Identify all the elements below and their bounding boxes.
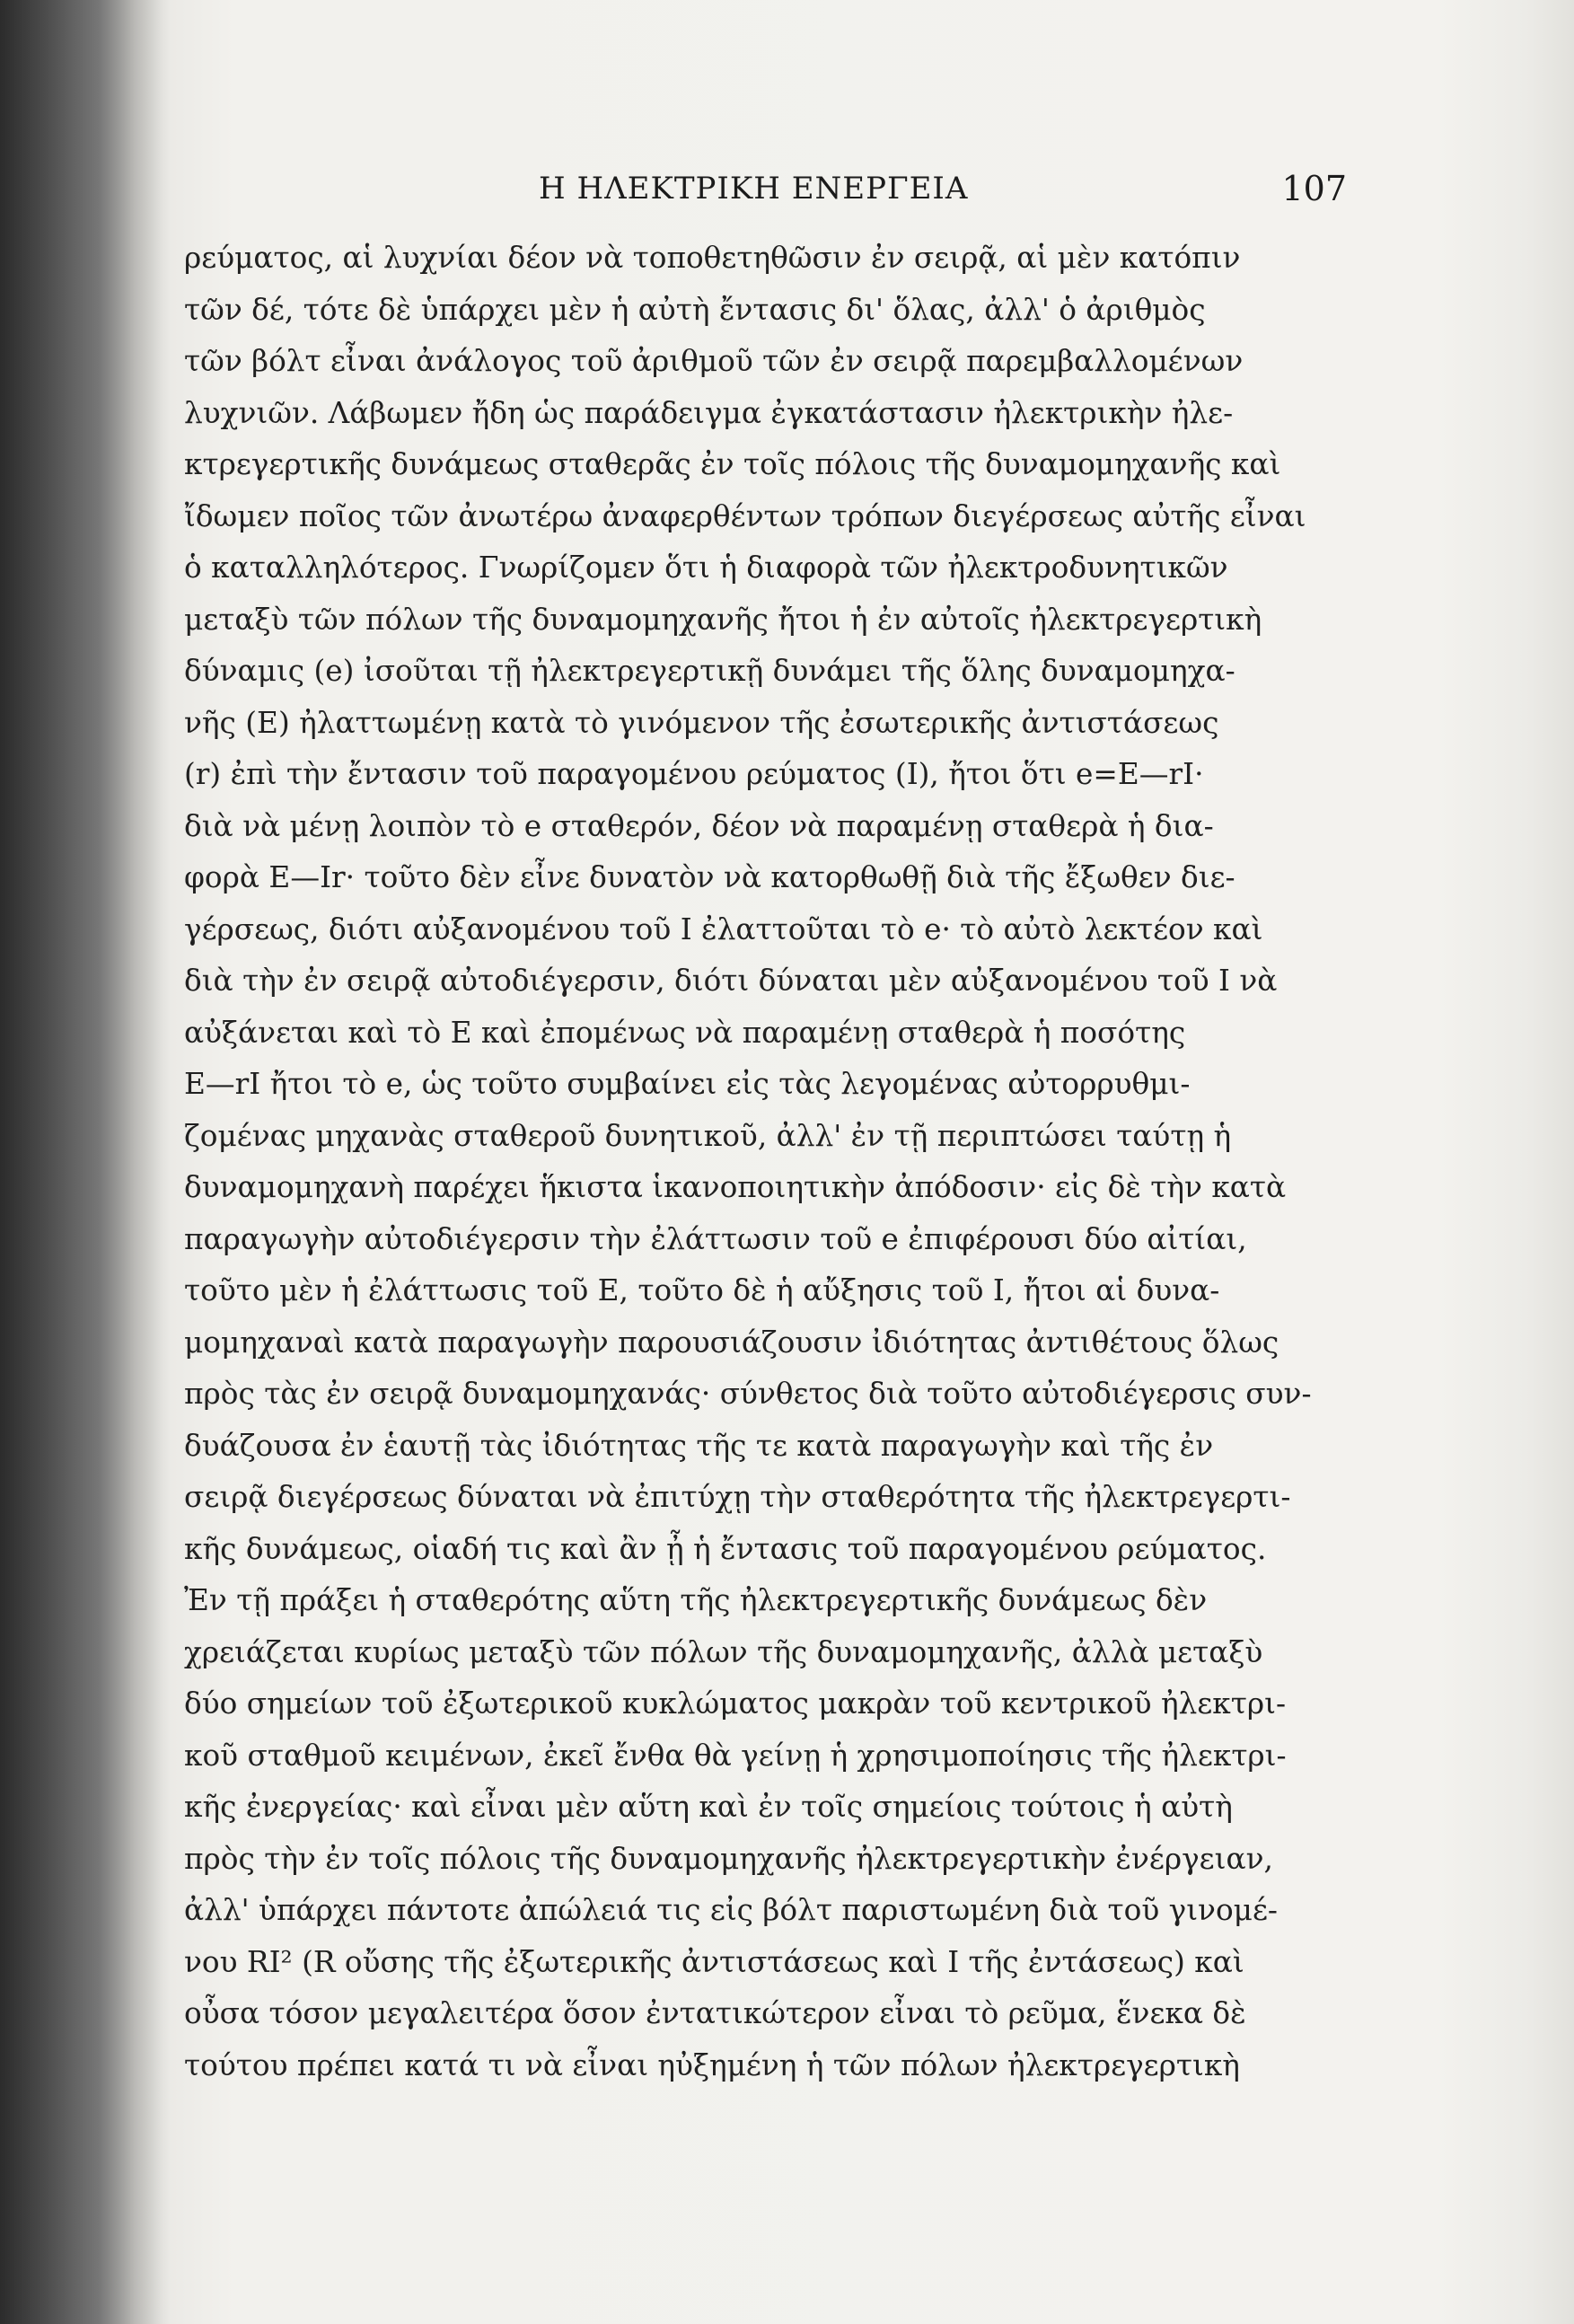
- text-line: ζομένας μηχανὰς σταθεροῦ δυνητικοῦ, ἀλλ' ἐν τῇ περιπτώσει ταύτῃ ἡ: [184, 1117, 1232, 1153]
- text-line: ἴδωμεν ποῖος τῶν ἀνωτέρω ἀναφερθέντων τρόπων διεγέρσεως αὐτῆς εἶναι: [184, 497, 1306, 533]
- text-line: (r) ἐπὶ τὴν ἔντασιν τοῦ παραγομένου ρεύματος (I), ἤτοι ὅτι e=E—rI·: [184, 756, 1204, 791]
- text-line: παραγωγὴν αὐτοδιέγερσιν τὴν ἐλάττωσιν τοῦ e ἐπιφέρουσι δύο αἰτίαι,: [184, 1220, 1247, 1256]
- text-line: νῆς (E) ἠλαττωμένῃ κατὰ τὸ γινόμενον τῆς ἐσωτερικῆς ἀντιστάσεως: [184, 704, 1219, 740]
- text-line: νου RI² (R οὔσης τῆς ἐξωτερικῆς ἀντιστάσεως καὶ I τῆς ἐντάσεως) καὶ: [184, 1943, 1244, 1979]
- text-line: γέρσεως, διότι αὐξανομένου τοῦ I ἐλαττοῦται τὸ e· τὸ αὐτὸ λεκτέον καὶ: [184, 911, 1263, 946]
- text-line: διὰ νὰ μένῃ λοιπὸν τὸ e σταθερόν, δέον νὰ παραμένῃ σταθερὰ ἡ δια-: [184, 807, 1214, 843]
- text-line: κτρεγερτικῆς δυνάμεως σταθερᾶς ἐν τοῖς πόλοις τῆς δυναμομηχανῆς καὶ: [184, 446, 1281, 481]
- text-line: δύναμις (e) ἰσοῦται τῇ ἠλεκτρεγερτικῇ δυνάμει τῆς ὅλης δυναμομηχα-: [184, 653, 1235, 688]
- text-line: τῶν βόλτ εἶναι ἀνάλογος τοῦ ἀριθμοῦ τῶν ἐν σειρᾷ παρεμβαλλομένων: [184, 343, 1244, 378]
- text-line: τούτου πρέπει κατά τι νὰ εἶναι ηὐξημένη ἡ τῶν πόλων ἠλεκτρεγερτικὴ: [184, 2047, 1240, 2082]
- text-line: πρὸς τὰς ἐν σειρᾷ δυναμομηχανάς· σύνθετος διὰ τοῦτο αὐτοδιέγερσις συν-: [184, 1376, 1312, 1411]
- text-line: E—rI ἤτοι τὸ e, ὡς τοῦτο συμβαίνει εἰς τὰς λεγομένας αὐτορρυθμι-: [184, 1066, 1191, 1101]
- text-line: πρὸς τὴν ἐν τοῖς πόλοις τῆς δυναμομηχανῆς ἠλεκτρεγερτικὴν ἐνέργειαν,: [184, 1840, 1273, 1876]
- text-line: κῆς δυνάμεως, οἱαδή τις καὶ ἂν ᾖ ἡ ἔντασις τοῦ παραγομένου ρεύματος.: [184, 1530, 1267, 1566]
- binding-shadow: [0, 0, 162, 2324]
- text-line: κῆς ἐνεργείας· καὶ εἶναι μὲν αὕτη καὶ ἐν τοῖς σημείοις τούτοις ἡ αὐτὴ: [184, 1789, 1233, 1824]
- text-line: δύο σημείων τοῦ ἐξωτερικοῦ κυκλώματος μακρὰν τοῦ κεντρικοῦ ἠλεκτρι-: [184, 1686, 1287, 1721]
- text-line: ρεύματος, αἱ λυχνίαι δέον νὰ τοποθετηθῶσιν ἐν σειρᾷ, αἱ μὲν κατόπιν: [184, 240, 1241, 275]
- text-line: λυχνιῶν. Λάβωμεν ἤδη ὡς παράδειγμα ἐγκατάστασιν ἠλεκτρικὴν ἠλε-: [184, 394, 1234, 430]
- text-line: οὖσα τόσον μεγαλειτέρα ὅσον ἐντατικώτερον εἶναι τὸ ρεῦμα, ἕνεκα δὲ: [184, 1995, 1246, 2030]
- text-line: μομηχαναὶ κατὰ παραγωγὴν παρουσιάζουσιν ἰδιότητας ἀντιθέτους ὅλως: [184, 1324, 1279, 1360]
- text-line: δυάζουσα ἐν ἑαυτῇ τὰς ἰδιότητας τῆς τε κατὰ παραγωγὴν καὶ τῆς ἐν: [184, 1427, 1214, 1463]
- body-text: [184, 232, 1351, 2091]
- text-line: δυναμομηχανὴ παρέχει ἥκιστα ἱκανοποιητικὴν ἀπόδοσιν· εἰς δὲ τὴν κατὰ: [184, 1169, 1287, 1204]
- text-line: χρειάζεται κυρίως μεταξὺ τῶν πόλων τῆς δυναμομηχανῆς, ἀλλὰ μεταξὺ: [184, 1633, 1263, 1669]
- running-head: [215, 171, 1347, 224]
- running-head-title: Η ΗΛΕΚΤΡΙΚΗ ΕΝΕΡΓΕΙΑ: [539, 171, 969, 207]
- text-line: κοῦ σταθμοῦ κειμένων, ἐκεῖ ἔνθα θὰ γείνῃ ἡ χρησιμοποίησις τῆς ἠλεκτρι-: [184, 1737, 1287, 1773]
- text-line: ἀλλ' ὑπάρχει πάντοτε ἀπώλειά τις εἰς βόλτ παριστωμένη διὰ τοῦ γινομέ-: [184, 1892, 1278, 1927]
- text-line: μεταξὺ τῶν πόλων τῆς δυναμομηχανῆς ἤτοι ἡ ἐν αὐτοῖς ἠλεκτρεγερτικὴ: [184, 601, 1262, 637]
- text-line: Ἐν τῇ πράξει ἡ σταθερότης αὕτη τῆς ἠλεκτρεγερτικῆς δυνάμεως δὲν: [184, 1582, 1208, 1617]
- text-line: τοῦτο μὲν ἡ ἐλάττωσις τοῦ E, τοῦτο δὲ ἡ αὔξησις τοῦ I, ἤτοι αἱ δυνα-: [184, 1272, 1220, 1307]
- text-line: ὁ καταλληλότερος. Γνωρίζομεν ὅτι ἡ διαφορὰ τῶν ἠλεκτροδυνητικῶν: [184, 550, 1228, 585]
- text-line: τῶν δέ, τότε δὲ ὑπάρχει μὲν ἡ αὐτὴ ἔντασις δι' ὅλας, ἀλλ' ὁ ἀριθμὸς: [184, 291, 1206, 327]
- text-line: διὰ τὴν ἐν σειρᾷ αὐτοδιέγερσιν, διότι δύναται μὲν αὐξανομένου τοῦ I νὰ: [184, 963, 1278, 998]
- text-line: σειρᾷ διεγέρσεως δύναται νὰ ἐπιτύχῃ τὴν σταθερότητα τῆς ἠλεκτρεγερτι-: [184, 1479, 1291, 1514]
- text-line: φορὰ E—Ir· τοῦτο δὲν εἶνε δυνατὸν νὰ κατορθωθῇ διὰ τῆς ἔξωθεν διε-: [184, 859, 1235, 894]
- text-line: αὐξάνεται καὶ τὸ E καὶ ἐπομένως νὰ παραμένῃ σταθερὰ ἡ ποσότης: [184, 1014, 1186, 1050]
- page-number: 107: [1281, 169, 1347, 208]
